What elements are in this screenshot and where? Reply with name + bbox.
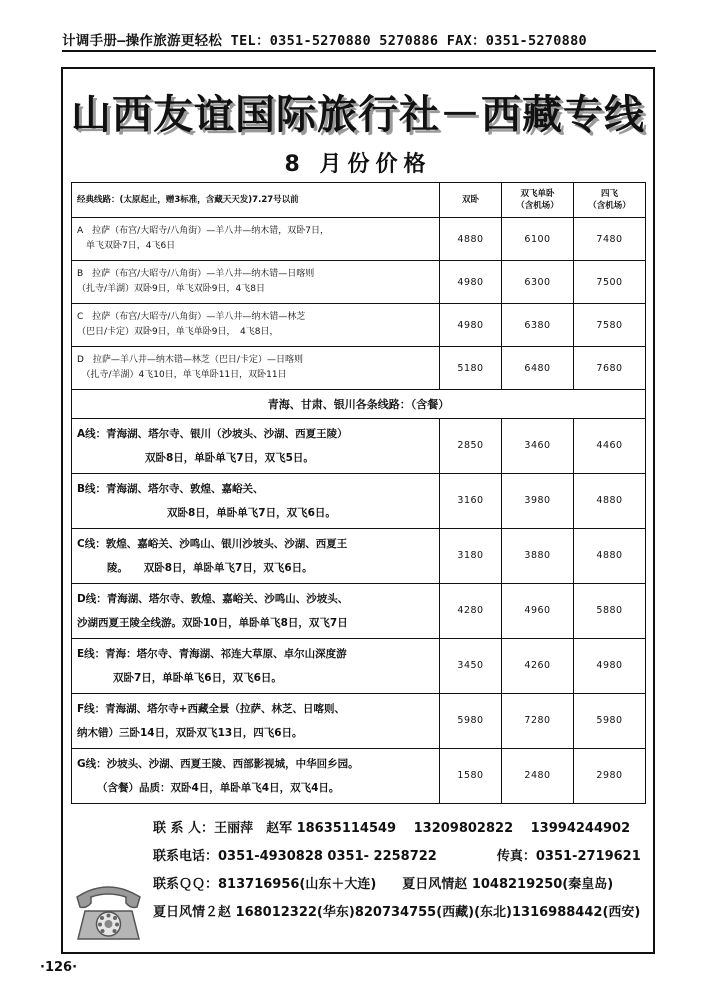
contact-block <box>153 815 653 927</box>
page-number: ·126· <box>40 960 78 975</box>
route-line2: 双卧8日，单卧单飞7日，双飞6日。 <box>167 507 336 519</box>
route-line2: 纳木错）三卧14日，双卧双飞13日，四飞6日。 <box>77 727 303 739</box>
price-cell: 4260 <box>502 639 574 694</box>
contact-label: 联 系 人： <box>153 821 215 836</box>
table-row <box>72 639 646 694</box>
contact-label: 联系ＱＱ： <box>153 877 219 892</box>
contact-qq-line-2: 夏日风情２赵 168012322(华东)820734755(西藏)(东北)1316988442(西安) <box>153 905 641 920</box>
route-line1: G线：沙坡头、沙湖、西夏王陵、西部影视城，中华回乡园。 <box>77 758 359 770</box>
route-desc <box>72 529 440 584</box>
route-desc <box>72 218 440 261</box>
price-cell: 5880 <box>574 584 646 639</box>
price-cell: 6380 <box>502 304 574 347</box>
price-cell: 1580 <box>440 749 502 804</box>
price-cell: 4880 <box>574 474 646 529</box>
route-line2: 单飞双卧7日，4飞6日 <box>77 241 176 251</box>
header-col-fly-sleeper <box>502 183 574 218</box>
price-cell: 5180 <box>440 347 502 390</box>
contact-phone-line <box>153 843 653 871</box>
route-line1: E线：青海：塔尔寺、青海湖、祁连大草原、卓尔山深度游 <box>77 648 347 660</box>
route-desc <box>72 639 440 694</box>
route-line2: （扎寺/羊湖）4飞10日，单飞单卧11日，双卧11日 <box>77 370 287 380</box>
price-frame <box>61 67 655 954</box>
price-cell: 6300 <box>502 261 574 304</box>
section-label: 青海、甘肃、银川各条线路：（含餐） <box>72 390 646 419</box>
route-line2: 沙湖西夏王陵全线游。双卧10日，单卧单飞8日，双飞7日 <box>77 617 348 629</box>
price-cell: 7580 <box>574 304 646 347</box>
route-line2: 双卧8日，单卧单飞7日，双飞5日。 <box>145 452 314 464</box>
price-table <box>71 182 646 804</box>
route-line1: B 拉萨（布宫/大昭寺/八角街）—羊八井—纳木错—日喀则 <box>77 269 315 279</box>
route-line1: F线：青海湖、塔尔寺+西藏全景（拉萨、林芝、日喀则、 <box>77 703 345 715</box>
price-cell: 3980 <box>502 474 574 529</box>
route-line2: （巴日/卡定）双卧9日，单飞单卧9日， 4飞8日， <box>77 327 279 337</box>
header-line: 计调手册—操作旅游更轻松 TEL：0351-5270880 5270886 FAX：0351-5270880 <box>62 33 656 52</box>
price-cell: 4460 <box>574 419 646 474</box>
route-line1: D线：青海湖、塔尔寺、敦煌、嘉峪关、沙鸣山、沙坡头、 <box>77 593 349 605</box>
table-row <box>72 304 646 347</box>
page-subtitle: 8 月份价格 <box>284 152 432 177</box>
header-col3-line2: （含机场） <box>588 201 631 211</box>
price-cell: 4280 <box>440 584 502 639</box>
price-cell: 5980 <box>440 694 502 749</box>
route-line2: （扎寺/羊湖）双卧9日，单飞双卧9日，4飞8日 <box>77 284 265 294</box>
contact-value: 王丽萍 赵军 18635114549 13209802822 13994244902 <box>214 821 631 836</box>
price-cell: 5980 <box>574 694 646 749</box>
price-cell: 7500 <box>574 261 646 304</box>
price-cell: 3450 <box>440 639 502 694</box>
price-cell: 7480 <box>574 218 646 261</box>
price-cell: 4980 <box>440 261 502 304</box>
price-cell: 7680 <box>574 347 646 390</box>
price-cell: 3180 <box>440 529 502 584</box>
header-col2-line1: 双飞单卧 <box>520 189 555 199</box>
fax-value: 0351-2719621 <box>535 849 641 864</box>
route-desc <box>72 304 440 347</box>
price-cell: 4960 <box>502 584 574 639</box>
price-cell: 3160 <box>440 474 502 529</box>
route-line2: 陵。 双卧8日，单卧单飞7日，双飞6日。 <box>107 562 313 574</box>
price-cell: 2480 <box>502 749 574 804</box>
header-col3-line1: 四飞 <box>600 189 618 199</box>
contact-value: 0351-4930828 0351- 2258722 <box>218 849 437 864</box>
fax-label: 传真： <box>496 849 536 864</box>
table-row <box>72 218 646 261</box>
price-cell: 4880 <box>440 218 502 261</box>
contact-person-line <box>153 815 653 843</box>
table-row <box>72 261 646 304</box>
route-line1: D 拉萨—羊八井—纳木错—林芝（巴日/卡定）—日喀则 <box>77 355 303 365</box>
route-desc <box>72 474 440 529</box>
header-col2-line2: （含机场） <box>516 201 559 211</box>
section-row <box>72 390 646 419</box>
route-line2: 双卧7日，单卧单飞6日，双飞6日。 <box>113 672 282 684</box>
price-cell: 6100 <box>502 218 574 261</box>
route-desc <box>72 749 440 804</box>
price-cell: 4980 <box>574 639 646 694</box>
telephone-icon <box>71 875 146 943</box>
route-desc <box>72 694 440 749</box>
price-cell: 6480 <box>502 347 574 390</box>
route-line1: C线：敦煌、嘉峪关、沙鸣山、银川沙坡头、沙湖、西夏王 <box>77 538 348 550</box>
contact-qq-line <box>153 871 653 899</box>
price-cell: 4880 <box>574 529 646 584</box>
route-desc <box>72 261 440 304</box>
route-line2: （含餐）品质：双卧4日，单卧单飞4日，双飞4日。 <box>97 782 340 794</box>
table-row <box>72 749 646 804</box>
contact-value: 813716956(山东＋大连) 夏日风情赵 1048219250(秦皇岛) <box>218 877 614 892</box>
contact-label: 联系电话： <box>153 849 219 864</box>
route-line1: A线：青海湖、塔尔寺、银川（沙坡头、沙湖、西夏王陵） <box>77 428 348 440</box>
route-line1: C 拉萨（布宫/大昭寺/八角街）—羊八井—纳木错—林芝 <box>77 312 306 322</box>
price-cell: 3880 <box>502 529 574 584</box>
price-cell: 7280 <box>502 694 574 749</box>
price-cell: 4980 <box>440 304 502 347</box>
table-row <box>72 694 646 749</box>
table-header-row <box>72 183 646 218</box>
route-line1: B线：青海湖、塔尔寺、敦煌、嘉峪关、 <box>77 483 264 495</box>
header-col-double-sleeper: 双卧 <box>440 183 502 218</box>
route-line1: A 拉萨（布宫/大昭寺/八角街）—羊八井—纳木错，双卧7日， <box>77 226 329 236</box>
header-col-four-flights <box>574 183 646 218</box>
route-desc <box>72 419 440 474</box>
price-cell: 2980 <box>574 749 646 804</box>
table-row <box>72 419 646 474</box>
price-cell: 2850 <box>440 419 502 474</box>
table-row <box>72 529 646 584</box>
table-row <box>72 474 646 529</box>
route-desc <box>72 347 440 390</box>
page-title: 山西友谊国际旅行社－西藏专线 <box>71 91 645 138</box>
table-row <box>72 584 646 639</box>
header-route-desc: 经典线路：(太原起止，赠3标准，含藏天天发)7.27号以前 <box>72 183 440 218</box>
table-row <box>72 347 646 390</box>
price-cell: 3460 <box>502 419 574 474</box>
route-desc <box>72 584 440 639</box>
